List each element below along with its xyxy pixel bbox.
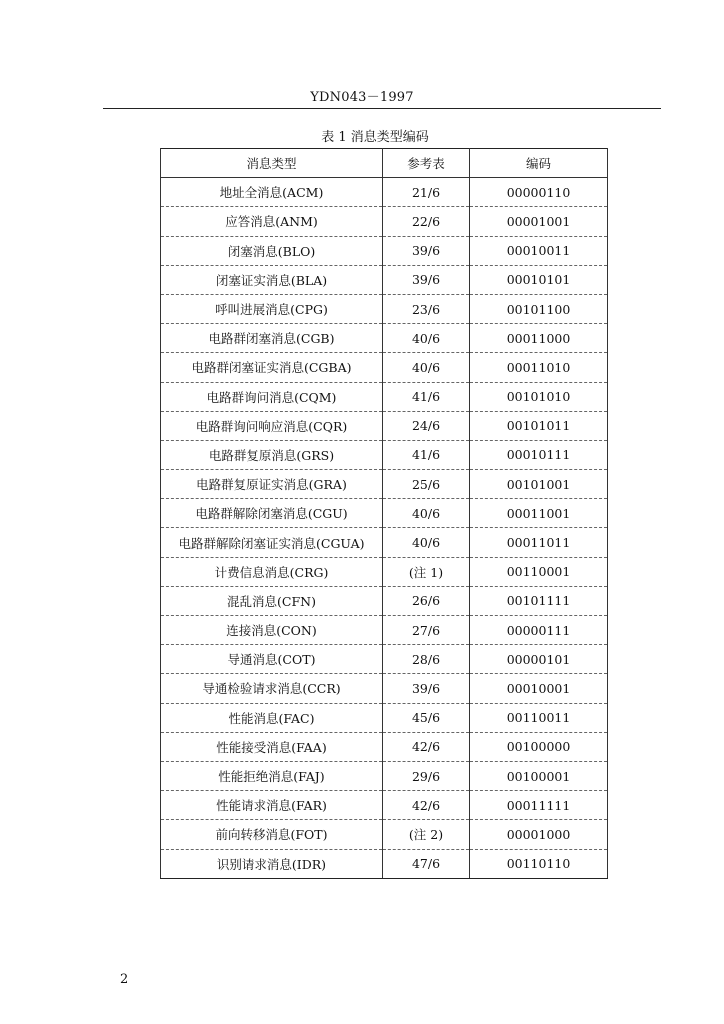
cell-message-type: 前向转移消息(FOT) [161, 820, 383, 849]
cell-reference-table: (注 1) [383, 557, 470, 586]
cell-reference-table: 39/6 [383, 236, 470, 265]
table-row [161, 207, 608, 236]
table-row [161, 703, 608, 732]
column-header-message-type: 消息类型 [161, 149, 383, 178]
cell-message-type: 性能消息(FAC) [161, 703, 383, 732]
table-row [161, 499, 608, 528]
table-row [161, 353, 608, 382]
cell-message-type: 电路群解除闭塞消息(CGU) [161, 499, 383, 528]
cell-reference-table: 39/6 [383, 674, 470, 703]
cell-reference-table: 28/6 [383, 645, 470, 674]
table-row [161, 324, 608, 353]
message-type-table [160, 148, 608, 879]
cell-code: 00110011 [470, 703, 608, 732]
cell-message-type: 混乱消息(CFN) [161, 586, 383, 615]
table-row [161, 178, 608, 207]
cell-reference-table: 25/6 [383, 470, 470, 499]
table-row [161, 294, 608, 323]
cell-message-type: 电路群询问消息(CQM) [161, 382, 383, 411]
cell-code: 00100001 [470, 761, 608, 790]
message-type-table-container [160, 148, 607, 879]
cell-message-type: 导通检验请求消息(CCR) [161, 674, 383, 703]
table-row [161, 528, 608, 557]
cell-reference-table: 42/6 [383, 732, 470, 761]
page-number: 2 [120, 972, 129, 987]
table-row [161, 470, 608, 499]
table-row [161, 616, 608, 645]
cell-reference-table: 40/6 [383, 353, 470, 382]
column-header-reference-table: 参考表 [383, 149, 470, 178]
column-header-code: 编码 [470, 149, 608, 178]
cell-reference-table: 24/6 [383, 411, 470, 440]
cell-reference-table: 23/6 [383, 294, 470, 323]
cell-code: 00110001 [470, 557, 608, 586]
cell-code: 00001001 [470, 207, 608, 236]
cell-code: 00000111 [470, 616, 608, 645]
cell-message-type: 电路群复原证实消息(GRA) [161, 470, 383, 499]
header-rule [103, 108, 661, 109]
cell-code: 00011001 [470, 499, 608, 528]
cell-message-type: 识别请求消息(IDR) [161, 849, 383, 878]
cell-code: 00000110 [470, 178, 608, 207]
cell-reference-table: 39/6 [383, 265, 470, 294]
cell-message-type: 电路群复原消息(GRS) [161, 440, 383, 469]
table-row [161, 645, 608, 674]
table-row [161, 674, 608, 703]
cell-message-type: 闭塞证实消息(BLA) [161, 265, 383, 294]
cell-reference-table: 40/6 [383, 528, 470, 557]
table-row [161, 586, 608, 615]
cell-code: 00110110 [470, 849, 608, 878]
cell-code: 00101111 [470, 586, 608, 615]
document-code-header: YDN043－1997 [310, 90, 414, 105]
table-row [161, 732, 608, 761]
table-row [161, 761, 608, 790]
table-header-row [161, 149, 608, 178]
table-row [161, 820, 608, 849]
cell-message-type: 地址全消息(ACM) [161, 178, 383, 207]
cell-code: 00101010 [470, 382, 608, 411]
cell-message-type: 电路群闭塞消息(CGB) [161, 324, 383, 353]
cell-reference-table: 42/6 [383, 791, 470, 820]
cell-message-type: 性能请求消息(FAR) [161, 791, 383, 820]
cell-message-type: 电路群询问响应消息(CQR) [161, 411, 383, 440]
cell-code: 00010001 [470, 674, 608, 703]
cell-reference-table: 41/6 [383, 440, 470, 469]
cell-message-type: 呼叫进展消息(CPG) [161, 294, 383, 323]
cell-code: 00011111 [470, 791, 608, 820]
cell-code: 00011010 [470, 353, 608, 382]
table-row [161, 236, 608, 265]
cell-message-type: 应答消息(ANM) [161, 207, 383, 236]
cell-message-type: 电路群闭塞证实消息(CGBA) [161, 353, 383, 382]
cell-code: 00010011 [470, 236, 608, 265]
cell-code: 00101100 [470, 294, 608, 323]
cell-reference-table: 40/6 [383, 499, 470, 528]
cell-reference-table: (注 2) [383, 820, 470, 849]
cell-code: 00001000 [470, 820, 608, 849]
table-row [161, 791, 608, 820]
table-row [161, 411, 608, 440]
cell-reference-table: 45/6 [383, 703, 470, 732]
cell-reference-table: 21/6 [383, 178, 470, 207]
table-row [161, 849, 608, 878]
cell-reference-table: 22/6 [383, 207, 470, 236]
cell-message-type: 连接消息(CON) [161, 616, 383, 645]
table-body [161, 178, 608, 879]
cell-reference-table: 27/6 [383, 616, 470, 645]
cell-reference-table: 29/6 [383, 761, 470, 790]
cell-code: 00011000 [470, 324, 608, 353]
cell-code: 00101001 [470, 470, 608, 499]
table-row [161, 557, 608, 586]
cell-reference-table: 41/6 [383, 382, 470, 411]
table-caption: 表 1 消息类型编码 [321, 130, 429, 145]
cell-message-type: 导通消息(COT) [161, 645, 383, 674]
cell-code: 00010101 [470, 265, 608, 294]
cell-reference-table: 47/6 [383, 849, 470, 878]
cell-message-type: 电路群解除闭塞证实消息(CGUA) [161, 528, 383, 557]
cell-code: 00100000 [470, 732, 608, 761]
cell-code: 00010111 [470, 440, 608, 469]
cell-message-type: 性能接受消息(FAA) [161, 732, 383, 761]
cell-code: 00000101 [470, 645, 608, 674]
cell-reference-table: 40/6 [383, 324, 470, 353]
table-row [161, 440, 608, 469]
table-row [161, 265, 608, 294]
cell-code: 00011011 [470, 528, 608, 557]
table-row [161, 382, 608, 411]
cell-code: 00101011 [470, 411, 608, 440]
cell-message-type: 计费信息消息(CRG) [161, 557, 383, 586]
cell-message-type: 性能拒绝消息(FAJ) [161, 761, 383, 790]
cell-reference-table: 26/6 [383, 586, 470, 615]
cell-message-type: 闭塞消息(BLO) [161, 236, 383, 265]
